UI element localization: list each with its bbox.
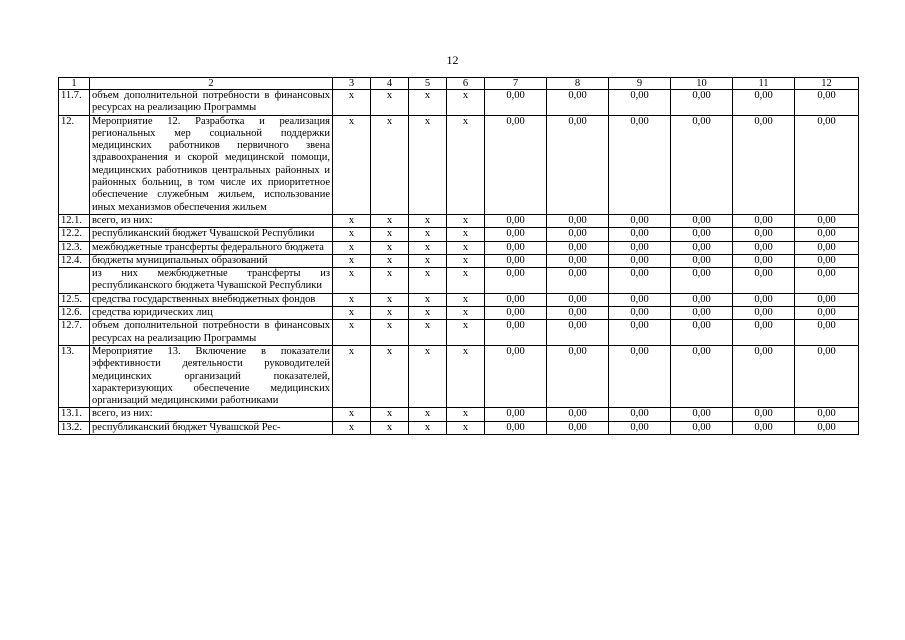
mark-cell: x bbox=[447, 228, 485, 241]
value-cell: 0,00 bbox=[547, 293, 609, 306]
value-cell: 0,00 bbox=[795, 320, 859, 346]
row-description: объем дополнительной потребности в финансовых ресурсах на реализацию Программы bbox=[90, 320, 333, 346]
value-cell: 0,00 bbox=[795, 307, 859, 320]
value-cell: 0,00 bbox=[609, 90, 671, 116]
column-header-6: 6 bbox=[447, 78, 485, 90]
value-cell: 0,00 bbox=[733, 307, 795, 320]
value-cell: 0,00 bbox=[485, 254, 547, 267]
mark-cell: x bbox=[333, 293, 371, 306]
row-description: средства государственных внебюджетных фондов bbox=[90, 293, 333, 306]
mark-cell: x bbox=[371, 421, 409, 434]
value-cell: 0,00 bbox=[547, 90, 609, 116]
mark-cell: x bbox=[333, 268, 371, 294]
mark-cell: x bbox=[447, 254, 485, 267]
value-cell: 0,00 bbox=[671, 241, 733, 254]
mark-cell: x bbox=[333, 254, 371, 267]
column-header-5: 5 bbox=[409, 78, 447, 90]
value-cell: 0,00 bbox=[795, 345, 859, 407]
table-row bbox=[59, 228, 859, 241]
table-row bbox=[59, 214, 859, 227]
value-cell: 0,00 bbox=[485, 228, 547, 241]
value-cell: 0,00 bbox=[733, 408, 795, 421]
mark-cell: x bbox=[409, 268, 447, 294]
mark-cell: x bbox=[333, 320, 371, 346]
mark-cell: x bbox=[371, 228, 409, 241]
value-cell: 0,00 bbox=[671, 320, 733, 346]
row-description: республиканский бюджет Чувашской Республики bbox=[90, 228, 333, 241]
mark-cell: x bbox=[333, 345, 371, 407]
page-number: 12 bbox=[446, 53, 459, 67]
value-cell: 0,00 bbox=[547, 241, 609, 254]
row-description: бюджеты муниципальных образований bbox=[90, 254, 333, 267]
row-number: 12. bbox=[59, 115, 90, 214]
mark-cell: x bbox=[409, 241, 447, 254]
row-description: Мероприятие 12. Разработка и реализация региональных мер социальной поддержки медицинских работников первичного звена здравоохранения и скорой медицинской помощи, медицинских работников центральных районных и районных больниц, в том числе их приоритетное обеспечение служебным жильем, использование иных механизмов обеспечения жильем bbox=[90, 115, 333, 214]
mark-cell: x bbox=[447, 268, 485, 294]
value-cell: 0,00 bbox=[609, 408, 671, 421]
mark-cell: x bbox=[447, 214, 485, 227]
column-header-7: 7 bbox=[485, 78, 547, 90]
row-number: 12.3. bbox=[59, 241, 90, 254]
mark-cell: x bbox=[409, 254, 447, 267]
table-row bbox=[59, 90, 859, 116]
value-cell: 0,00 bbox=[671, 345, 733, 407]
value-cell: 0,00 bbox=[485, 320, 547, 346]
column-header-1: 1 bbox=[59, 78, 90, 90]
row-number: 12.5. bbox=[59, 293, 90, 306]
value-cell: 0,00 bbox=[485, 307, 547, 320]
mark-cell: x bbox=[333, 228, 371, 241]
value-cell: 0,00 bbox=[609, 268, 671, 294]
mark-cell: x bbox=[409, 421, 447, 434]
row-number: 13.2. bbox=[59, 421, 90, 434]
mark-cell: x bbox=[371, 214, 409, 227]
value-cell: 0,00 bbox=[485, 421, 547, 434]
mark-cell: x bbox=[333, 307, 371, 320]
value-cell: 0,00 bbox=[609, 293, 671, 306]
value-cell: 0,00 bbox=[733, 268, 795, 294]
value-cell: 0,00 bbox=[671, 115, 733, 214]
row-description: всего, из них: bbox=[90, 214, 333, 227]
value-cell: 0,00 bbox=[547, 254, 609, 267]
mark-cell: x bbox=[371, 241, 409, 254]
row-number: 12.6. bbox=[59, 307, 90, 320]
value-cell: 0,00 bbox=[609, 345, 671, 407]
value-cell: 0,00 bbox=[671, 268, 733, 294]
value-cell: 0,00 bbox=[733, 115, 795, 214]
mark-cell: x bbox=[333, 115, 371, 214]
value-cell: 0,00 bbox=[795, 293, 859, 306]
mark-cell: x bbox=[333, 241, 371, 254]
value-cell: 0,00 bbox=[795, 115, 859, 214]
header-row bbox=[59, 78, 859, 90]
mark-cell: x bbox=[333, 408, 371, 421]
value-cell: 0,00 bbox=[485, 241, 547, 254]
mark-cell: x bbox=[333, 90, 371, 116]
value-cell: 0,00 bbox=[547, 307, 609, 320]
value-cell: 0,00 bbox=[795, 214, 859, 227]
value-cell: 0,00 bbox=[671, 254, 733, 267]
mark-cell: x bbox=[409, 320, 447, 346]
mark-cell: x bbox=[447, 241, 485, 254]
table-row bbox=[59, 293, 859, 306]
value-cell: 0,00 bbox=[795, 228, 859, 241]
mark-cell: x bbox=[447, 293, 485, 306]
value-cell: 0,00 bbox=[671, 228, 733, 241]
column-header-4: 4 bbox=[371, 78, 409, 90]
budget-table bbox=[58, 77, 859, 435]
mark-cell: x bbox=[371, 345, 409, 407]
mark-cell: x bbox=[371, 408, 409, 421]
table-row bbox=[59, 421, 859, 434]
row-description: объем дополнительной потребности в финансовых ресурсах на реализацию Программы bbox=[90, 90, 333, 116]
row-description: из них межбюджетные трансферты из республиканского бюджета Чувашской Республики bbox=[90, 268, 333, 294]
value-cell: 0,00 bbox=[795, 421, 859, 434]
row-number: 12.4. bbox=[59, 254, 90, 267]
mark-cell: x bbox=[333, 421, 371, 434]
row-description: Мероприятие 13. Включение в показатели эффективности деятельности руководителей медицинских организаций показателей, характеризующих обеспечение медицинских организаций медицинскими работниками bbox=[90, 345, 333, 407]
value-cell: 0,00 bbox=[733, 320, 795, 346]
column-header-8: 8 bbox=[547, 78, 609, 90]
value-cell: 0,00 bbox=[609, 241, 671, 254]
table-row bbox=[59, 254, 859, 267]
table-row bbox=[59, 408, 859, 421]
value-cell: 0,00 bbox=[795, 254, 859, 267]
value-cell: 0,00 bbox=[671, 421, 733, 434]
value-cell: 0,00 bbox=[671, 408, 733, 421]
row-description: всего, из них: bbox=[90, 408, 333, 421]
value-cell: 0,00 bbox=[485, 115, 547, 214]
row-number: 13. bbox=[59, 345, 90, 407]
table-row bbox=[59, 241, 859, 254]
value-cell: 0,00 bbox=[733, 90, 795, 116]
mark-cell: x bbox=[447, 307, 485, 320]
value-cell: 0,00 bbox=[609, 214, 671, 227]
row-description: межбюджетные трансферты федерального бюджета bbox=[90, 241, 333, 254]
value-cell: 0,00 bbox=[733, 421, 795, 434]
mark-cell: x bbox=[371, 254, 409, 267]
mark-cell: x bbox=[409, 408, 447, 421]
value-cell: 0,00 bbox=[671, 214, 733, 227]
mark-cell: x bbox=[409, 90, 447, 116]
row-description: средства юридических лиц bbox=[90, 307, 333, 320]
column-header-12: 12 bbox=[795, 78, 859, 90]
value-cell: 0,00 bbox=[547, 421, 609, 434]
mark-cell: x bbox=[371, 320, 409, 346]
mark-cell: x bbox=[409, 293, 447, 306]
value-cell: 0,00 bbox=[547, 214, 609, 227]
mark-cell: x bbox=[409, 228, 447, 241]
value-cell: 0,00 bbox=[547, 228, 609, 241]
value-cell: 0,00 bbox=[485, 268, 547, 294]
table-row bbox=[59, 268, 859, 294]
mark-cell: x bbox=[409, 345, 447, 407]
mark-cell: x bbox=[447, 408, 485, 421]
mark-cell: x bbox=[447, 115, 485, 214]
mark-cell: x bbox=[409, 115, 447, 214]
value-cell: 0,00 bbox=[609, 320, 671, 346]
row-description: республиканский бюджет Чувашской Рес- bbox=[90, 421, 333, 434]
value-cell: 0,00 bbox=[609, 307, 671, 320]
row-number: 13.1. bbox=[59, 408, 90, 421]
value-cell: 0,00 bbox=[733, 254, 795, 267]
mark-cell: x bbox=[447, 421, 485, 434]
value-cell: 0,00 bbox=[795, 241, 859, 254]
value-cell: 0,00 bbox=[671, 307, 733, 320]
table-row bbox=[59, 307, 859, 320]
column-header-3: 3 bbox=[333, 78, 371, 90]
mark-cell: x bbox=[447, 345, 485, 407]
value-cell: 0,00 bbox=[671, 90, 733, 116]
value-cell: 0,00 bbox=[795, 268, 859, 294]
mark-cell: x bbox=[371, 293, 409, 306]
table-row bbox=[59, 320, 859, 346]
value-cell: 0,00 bbox=[547, 408, 609, 421]
mark-cell: x bbox=[447, 90, 485, 116]
row-number: 11.7. bbox=[59, 90, 90, 116]
value-cell: 0,00 bbox=[485, 408, 547, 421]
value-cell: 0,00 bbox=[733, 241, 795, 254]
mark-cell: x bbox=[447, 320, 485, 346]
mark-cell: x bbox=[371, 268, 409, 294]
value-cell: 0,00 bbox=[609, 228, 671, 241]
value-cell: 0,00 bbox=[485, 214, 547, 227]
row-number: 12.1. bbox=[59, 214, 90, 227]
value-cell: 0,00 bbox=[733, 345, 795, 407]
table-row bbox=[59, 345, 859, 407]
column-header-9: 9 bbox=[609, 78, 671, 90]
column-header-10: 10 bbox=[671, 78, 733, 90]
mark-cell: x bbox=[409, 307, 447, 320]
column-header-11: 11 bbox=[733, 78, 795, 90]
value-cell: 0,00 bbox=[485, 293, 547, 306]
value-cell: 0,00 bbox=[671, 293, 733, 306]
value-cell: 0,00 bbox=[547, 268, 609, 294]
value-cell: 0,00 bbox=[609, 115, 671, 214]
value-cell: 0,00 bbox=[547, 115, 609, 214]
row-number bbox=[59, 268, 90, 294]
value-cell: 0,00 bbox=[547, 345, 609, 407]
value-cell: 0,00 bbox=[547, 320, 609, 346]
value-cell: 0,00 bbox=[485, 90, 547, 116]
mark-cell: x bbox=[371, 115, 409, 214]
value-cell: 0,00 bbox=[609, 421, 671, 434]
value-cell: 0,00 bbox=[795, 408, 859, 421]
mark-cell: x bbox=[333, 214, 371, 227]
value-cell: 0,00 bbox=[795, 90, 859, 116]
mark-cell: x bbox=[409, 214, 447, 227]
column-header-2: 2 bbox=[90, 78, 333, 90]
table-row bbox=[59, 115, 859, 214]
mark-cell: x bbox=[371, 307, 409, 320]
value-cell: 0,00 bbox=[733, 293, 795, 306]
value-cell: 0,00 bbox=[609, 254, 671, 267]
value-cell: 0,00 bbox=[485, 345, 547, 407]
row-number: 12.2. bbox=[59, 228, 90, 241]
value-cell: 0,00 bbox=[733, 214, 795, 227]
row-number: 12.7. bbox=[59, 320, 90, 346]
mark-cell: x bbox=[371, 90, 409, 116]
value-cell: 0,00 bbox=[733, 228, 795, 241]
